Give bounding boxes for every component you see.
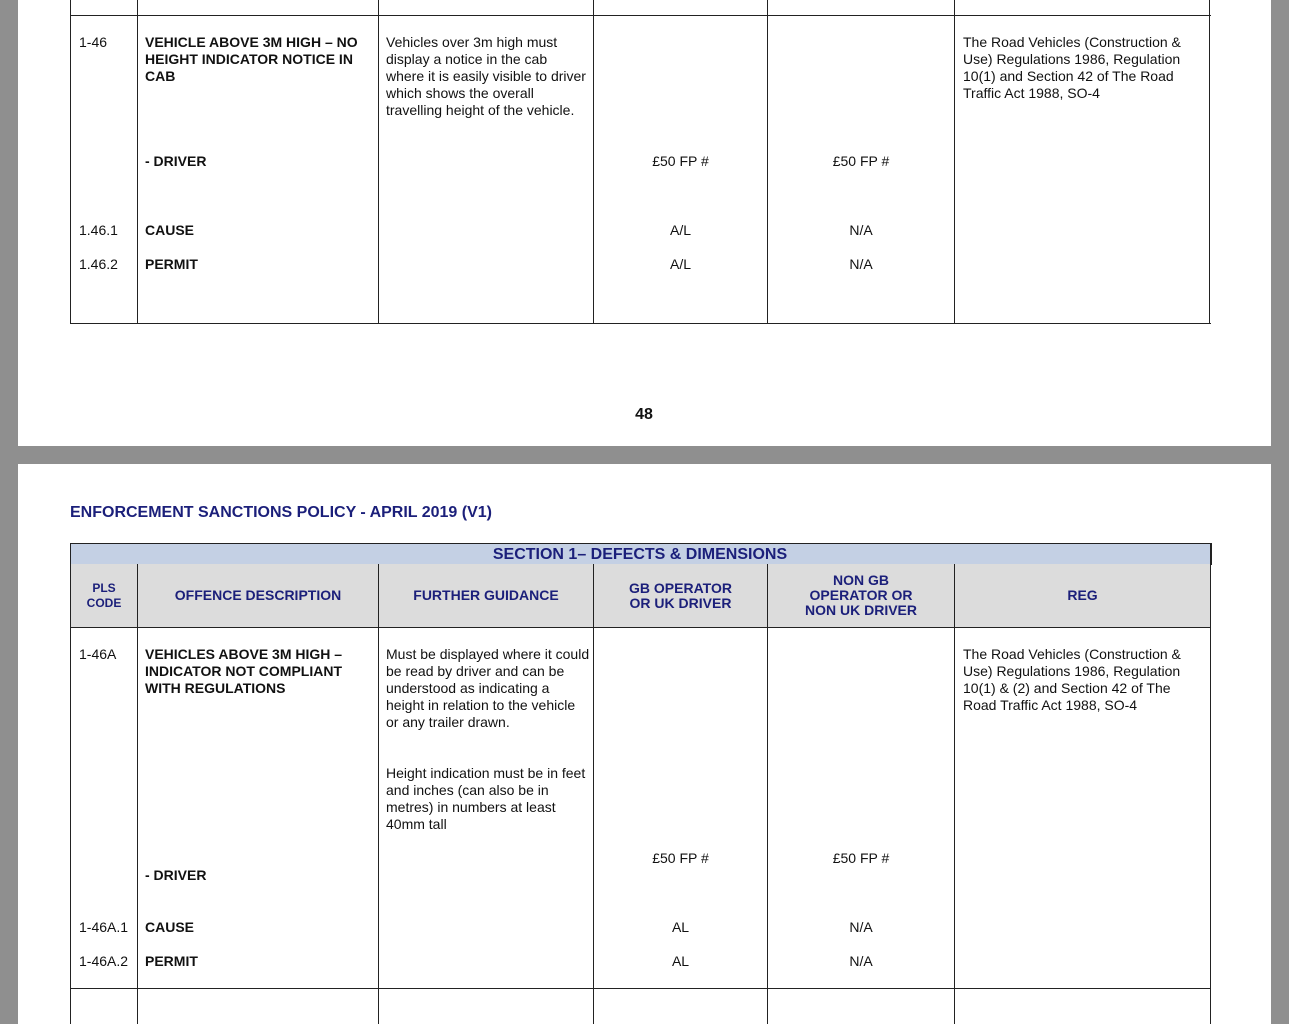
header-gb-operator: GB OPERATOR OR UK DRIVER	[629, 579, 732, 611]
header-reg: REG	[1067, 587, 1098, 603]
cause-gb-sanction: AL	[671, 919, 690, 935]
section-title: SECTION 1– DEFECTS & DIMENSIONS	[492, 545, 788, 563]
driver-non-gb-sanction: £50 FP #	[832, 850, 890, 866]
further-guidance-paragraph-2: Height indication must be in feet and inches (can also be in metres) in numbers at least 40mm tall	[386, 765, 586, 832]
offence-title: VEHICLE ABOVE 3M HIGH – NO HEIGHT INDICATOR NOTICE IN CAB	[145, 34, 358, 84]
col-divider	[954, 564, 955, 1024]
regulation-text: The Road Vehicles (Construction & Use) Regulations 1986, Regulation 10(1) & (2) and Section 42 of The Road Traffic Act 1988, SO-4	[963, 646, 1181, 713]
permit-label: PERMIT	[145, 256, 198, 272]
cause-label: CAUSE	[145, 919, 195, 935]
col-divider	[1210, 544, 1211, 1024]
col-divider	[70, 544, 71, 1024]
further-guidance: Vehicles over 3m high must display a notice in the cab where it is easily visible to driver which shows the overall travelling height of the vehicle.	[386, 34, 586, 118]
col-divider	[70, 0, 71, 324]
permit-code: 1.46.2	[79, 256, 118, 272]
col-divider	[137, 564, 138, 1024]
permit-label: PERMIT	[145, 953, 198, 969]
permit-gb-sanction: AL	[671, 953, 690, 969]
col-divider	[378, 564, 379, 1024]
cause-code: 1.46.1	[79, 222, 118, 238]
driver-gb-sanction: £50 FP #	[652, 850, 709, 866]
header-non-gb-operator: NON GB OPERATOR OR NON UK DRIVER	[804, 572, 917, 618]
col-divider	[137, 0, 138, 324]
col-divider	[1209, 0, 1210, 324]
permit-non-gb-sanction: N/A	[849, 256, 873, 272]
cause-non-gb-sanction: N/A	[849, 222, 873, 238]
regulation-text: The Road Vehicles (Construction & Use) Regulations 1986, Regulation 10(1) and Section 42 of The Road Traffic Act 1988, SO-4	[963, 34, 1181, 101]
next-row-border	[70, 988, 1211, 989]
further-guidance-paragraph-1: Must be displayed where it could be read by driver and can be understood as indicating a height in relation to the vehicle or any trailer drawn.	[386, 646, 590, 730]
table-bottom-border	[70, 323, 1211, 324]
offence-title: VEHICLES ABOVE 3M HIGH – INDICATOR NOT COMPLIANT WITH REGULATIONS	[145, 646, 343, 696]
header-bottom-border	[70, 627, 1211, 628]
document-title: ENFORCEMENT SANCTIONS POLICY - APRIL 2019 (V1)	[70, 504, 492, 521]
driver-label: - DRIVER	[145, 867, 207, 883]
cause-code: 1-46A.1	[79, 919, 129, 935]
permit-non-gb-sanction: N/A	[849, 953, 873, 969]
cause-non-gb-sanction: N/A	[849, 919, 873, 935]
header-further-guidance: FURTHER GUIDANCE	[413, 587, 559, 603]
permit-code: 1-46A.2	[79, 953, 129, 969]
pls-code: 1-46	[79, 34, 108, 50]
document-page-top	[18, 0, 1271, 446]
header-offence-description: OFFENCE DESCRIPTION	[174, 587, 342, 603]
pls-code: 1-46A	[79, 646, 117, 662]
driver-label: - DRIVER	[145, 153, 207, 169]
permit-gb-sanction: A/L	[669, 256, 691, 272]
table-top-border	[70, 15, 1211, 16]
document-page-bottom	[18, 464, 1271, 1024]
driver-non-gb-sanction: £50 FP #	[832, 153, 890, 169]
page-number: 48	[635, 406, 653, 423]
driver-gb-sanction: £50 FP #	[652, 153, 709, 169]
cause-gb-sanction: A/L	[669, 222, 691, 238]
cause-label: CAUSE	[145, 222, 195, 238]
header-pls-code: PLS CODE	[86, 580, 122, 610]
col-divider	[954, 0, 955, 324]
col-divider	[378, 0, 379, 324]
